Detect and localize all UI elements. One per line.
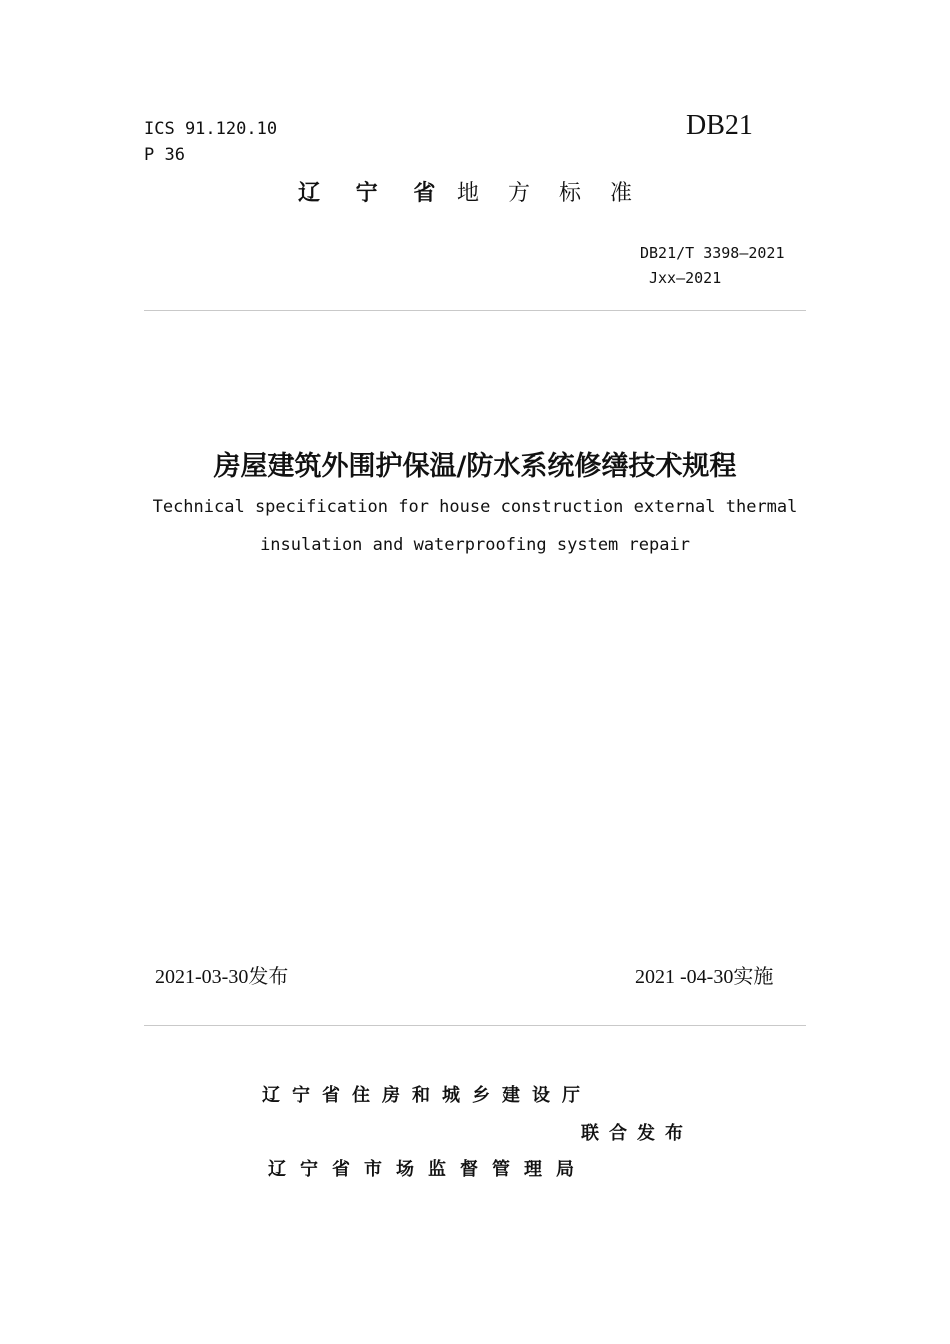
title-chinese: 房屋建筑外围护保温/防水系统修缮技术规程 [213,451,737,482]
top-divider [144,310,806,311]
effective-date: 2021 -04-30实施 [635,966,774,988]
ics-code: ICS 91.120.10 [144,119,278,139]
standard-type-province: 辽 宁 省 [298,181,450,206]
title-english-line1: Technical specification for house construction external thermal [152,497,798,517]
issue-date: 2021-03-30发布 [155,966,289,988]
publisher-housing-department: 辽宁省住房和城乡建设厅 [262,1085,592,1106]
standard-type [298,176,643,207]
bottom-divider [144,1025,806,1026]
db-code: DB21 [686,110,753,141]
standard-alt-number: Jxx—2021 [649,269,722,287]
standard-type-label: 地 方 标 准 [457,181,643,206]
publisher-market-bureau: 辽宁省市场监督管理局 [268,1159,588,1180]
title-english-line2: insulation and waterproofing system repair [260,535,690,555]
joint-release-label: 联合发布 [581,1123,693,1144]
standard-number: DB21/T 3398—2021 [640,244,785,262]
classification-code: P 36 [144,145,185,165]
